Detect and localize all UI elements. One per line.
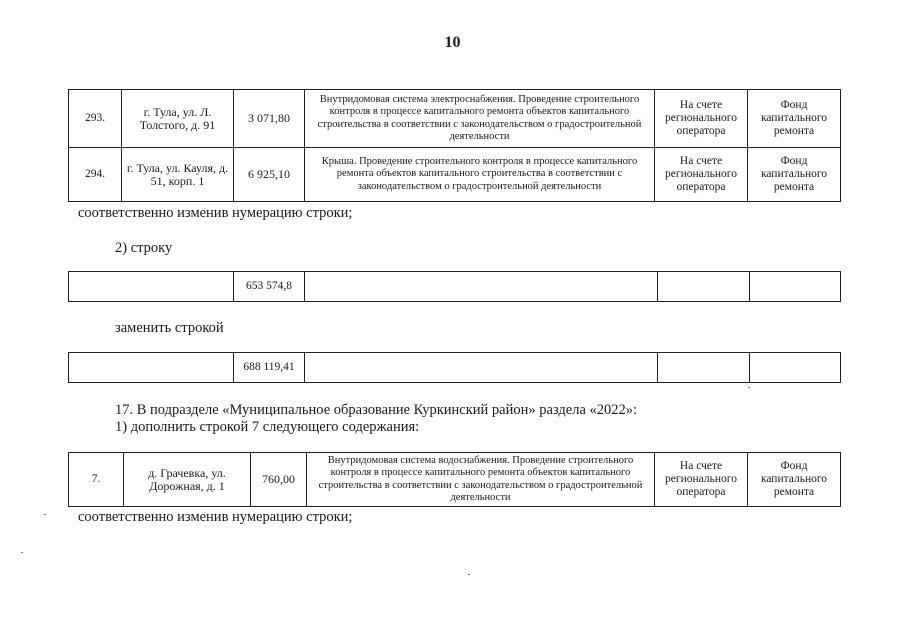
row-work-type: Внутридомовая система электроснабжения. Проведение строительного контроля в процессе капитального ремонта объектов капитального строительства в соответствии с законодательством о градостроительной деятельности [305,90,655,148]
item-2-line: 2) строку [115,240,173,256]
row-amount: 6 925,10 [234,148,305,202]
table-row [69,90,841,148]
renumber-note-1: соответственно изменив нумерацию строки; [78,205,353,221]
row-number: 293. [69,90,122,148]
empty-cell [69,353,234,383]
row-account: На счете регионального оператора [655,453,748,507]
empty-cell [305,272,658,302]
section-17-heading: 17. В подразделе «Муниципальное образование Куркинский район» раздела «2022»: [115,402,638,418]
row-account: На счете регионального оператора [655,148,748,202]
table-row-to-replace [68,271,841,302]
row-address: г. Тула, ул. Кауля, д. 51, корп. 1 [122,148,234,202]
row-fund: Фонд капитального ремонта [748,90,841,148]
row-amount: 653 574,8 [234,272,305,302]
item-1-line: 1) дополнить строкой 7 следующего содержания: [115,419,420,435]
table-addresses-293-294 [68,89,841,202]
row-amount: 688 119,41 [234,353,305,383]
scan-speck [468,574,470,575]
row-number: 294. [69,148,122,202]
table-row [69,148,841,202]
row-address: г. Тула, ул. Л. Толстого, д. 91 [122,90,234,148]
scan-speck [748,387,750,388]
table-row [69,353,841,383]
table-new-row-7 [68,452,841,507]
row-number: 7. [69,453,124,507]
table-row [69,272,841,302]
empty-cell [69,272,234,302]
empty-cell [750,272,841,302]
row-work-type: Внутридомовая система водоснабжения. Проведение строительного контроля в процессе капитального ремонта объектов капитального строительства в соответствии с законодательством о градостроительной деятельности [307,453,655,507]
page-number: 10 [444,34,461,51]
table-row [69,453,841,507]
scan-speck [21,552,23,553]
row-work-type: Крыша. Проведение строительного контроля в процессе капитального ремонта объектов капитального строительства в соответствии с законодательством о градостроительной деятельности [305,148,655,202]
replace-line: заменить строкой [115,320,224,336]
row-address: д. Грачевка, ул. Дорожная, д. 1 [124,453,251,507]
empty-cell [658,353,750,383]
table-replacement-row [68,352,841,383]
empty-cell [750,353,841,383]
empty-cell [305,353,658,383]
empty-cell [658,272,750,302]
scan-speck [44,514,46,515]
row-amount: 3 071,80 [234,90,305,148]
row-fund: Фонд капитального ремонта [748,148,841,202]
row-amount: 760,00 [251,453,307,507]
renumber-note-2: соответственно изменив нумерацию строки; [78,509,353,525]
row-account: На счете регионального оператора [655,90,748,148]
row-fund: Фонд капитального ремонта [748,453,841,507]
